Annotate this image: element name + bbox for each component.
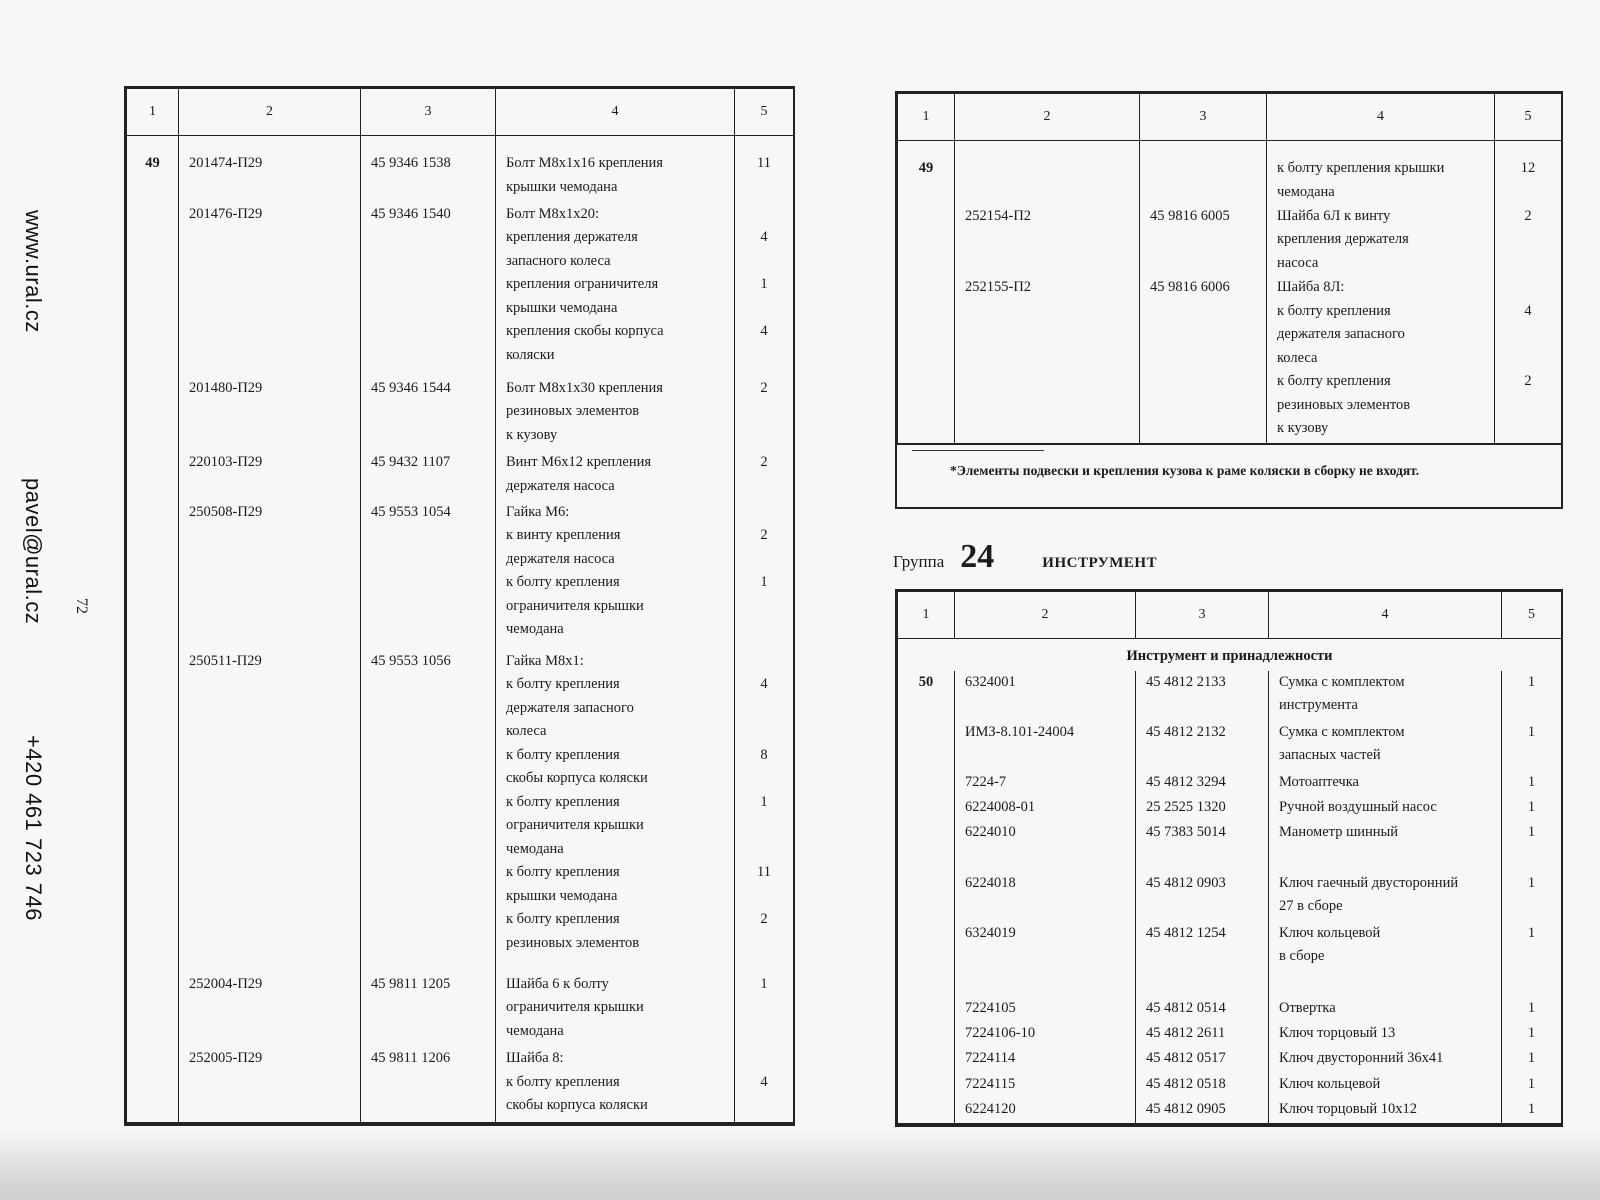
quantity-cell: 2 [1495,205,1562,276]
catalog-code-cell: 45 4812 2132 [1136,721,1269,771]
filler-cell [1267,443,1495,444]
catalog-code-cell: 45 4812 0903 [1136,872,1269,922]
table-row [898,796,1562,821]
description-cell: Мотоаптечка [1269,771,1502,796]
group-cell [898,821,955,871]
description-cell: Болт М8х1х20: крепления держателя запасного колеса крепления ограничителя крышки чемодана крепления скобы корпуса коляски [496,203,735,377]
part-number-cell: 252004-П29 [179,973,361,1048]
table-row [127,1047,794,1122]
group-number: 24 [960,538,995,575]
filler-cell [1140,443,1267,444]
description-cell: Ключ двусторонний 36х41 [1269,1047,1502,1072]
table-row [127,501,794,650]
filler-cell [1502,1123,1562,1124]
part-number-cell: 7224114 [955,1047,1136,1072]
group-cell [127,501,179,650]
catalog-code-cell: 45 9816 6006 [1140,276,1267,443]
column-header: 5 [1502,592,1562,639]
part-number-cell [955,141,1140,205]
group-cell [127,203,179,377]
catalog-code-cell: 45 9346 1538 [361,136,496,203]
part-number-cell: ИМЗ-8.101-24004 [955,721,1136,771]
catalog-code-cell: 45 9816 6005 [1140,205,1267,276]
description-cell: Ручной воздушный насос [1269,796,1502,821]
description-cell: к болту крепления крышки чемодана [1267,141,1495,205]
description-cell: Шайба 6 к болту ограничителя крышки чемодана [496,973,735,1048]
quantity-cell: 1 [1502,872,1562,922]
section-subheading: Инструмент и принадлежности [898,639,1562,671]
part-number-cell: 252155-П2 [955,276,1140,443]
catalog-code-cell: 45 4812 0518 [1136,1073,1269,1098]
description-cell: Сумка с комплектом запасных частей [1269,721,1502,771]
description-cell: Ключ торцовый 13 [1269,1022,1502,1047]
column-header: 2 [955,592,1136,639]
table-body [898,141,1562,445]
group-cell: 49 [898,141,955,205]
part-number-cell: 6224010 [955,821,1136,871]
quantity-cell: 1 [1502,721,1562,771]
group-cell [898,205,955,276]
header-row [898,94,1562,141]
description-cell: Ключ торцовый 10х12 [1269,1098,1502,1123]
catalog-code-cell: 45 9432 1107 [361,451,496,501]
quantity-cell: 1 [1502,1098,1562,1123]
group-cell [898,1073,955,1098]
description-cell: Болт М8х1х30 крепления резиновых элементов к кузову [496,377,735,452]
column-header: 5 [735,89,794,136]
catalog-code-cell: 45 4812 2133 [1136,671,1269,721]
table-row [898,1022,1562,1047]
group-cell [898,872,955,922]
catalog-code-cell: 45 9811 1205 [361,973,496,1048]
filler-row [898,1123,1562,1124]
column-header: 1 [898,94,955,141]
parts-table-right-top [897,93,1562,445]
filler-cell [898,443,955,444]
catalog-code-cell: 45 4812 0517 [1136,1047,1269,1072]
table-row [127,377,794,452]
catalog-code-cell: 45 4812 0905 [1136,1098,1269,1123]
quantity-cell: 4 1 4 [735,203,794,377]
catalog-code-cell [1140,141,1267,205]
part-number-cell: 7224115 [955,1073,1136,1098]
filler-cell [361,1122,496,1123]
table-row [898,1098,1562,1123]
table-row [898,276,1562,443]
catalog-code-cell: 45 4812 2611 [1136,1022,1269,1047]
group-cell [127,973,179,1048]
group-cell [898,1047,955,1072]
website-contact: www.ural.cz [21,210,46,333]
quantity-cell: 4 8 1 11 2 [735,650,794,973]
description-cell: Ключ кольцевой в сборе [1269,922,1502,997]
column-header: 2 [179,89,361,136]
part-number-cell: 252005-П29 [179,1047,361,1122]
catalog-code-cell: 45 7383 5014 [1136,821,1269,871]
table-row [898,671,1562,721]
filler-cell [955,443,1140,444]
table-row [127,203,794,377]
table-row [127,973,794,1048]
part-number-cell: 201476-П29 [179,203,361,377]
catalog-code-cell: 45 4812 3294 [1136,771,1269,796]
column-header: 3 [1140,94,1267,141]
table-row [898,1073,1562,1098]
filler-cell [1136,1123,1269,1124]
filler-cell [955,1123,1136,1124]
description-cell: Шайба 8: к болту крепления скобы корпуса коляски [496,1047,735,1122]
quantity-cell: 1 [1502,771,1562,796]
parts-table-right-bottom [897,591,1562,1125]
group-cell [127,377,179,452]
part-number-cell: 201474-П29 [179,136,361,203]
column-header: 1 [898,592,955,639]
page-number: 72 [73,598,90,614]
description-cell: Сумка с комплектом инструмента [1269,671,1502,721]
header-row [127,89,794,136]
table-row [898,997,1562,1022]
part-number-cell: 6324001 [955,671,1136,721]
group-cell: 50 [898,671,955,721]
table-row [127,650,794,973]
quantity-cell: 1 [1502,671,1562,721]
column-header: 3 [1136,592,1269,639]
filler-cell [127,1122,179,1123]
subheading-row [898,639,1562,671]
quantity-cell: 1 [1502,1022,1562,1047]
part-number-cell: 250511-П29 [179,650,361,973]
filler-cell [496,1122,735,1123]
table-row [898,721,1562,771]
catalog-code-cell: 45 9346 1540 [361,203,496,377]
table-row [898,872,1562,922]
description-cell: Ключ кольцевой [1269,1073,1502,1098]
column-header: 4 [496,89,735,136]
header-row [898,592,1562,639]
group-cell [898,1098,955,1123]
phone-contact: +420 461 723 746 [21,735,46,922]
part-number-cell: 6224008-01 [955,796,1136,821]
table-row [898,771,1562,796]
group-title: ИНСТРУМЕНТ [1042,555,1158,571]
group-cell [898,276,955,443]
column-header: 3 [361,89,496,136]
group-cell: 49 [127,136,179,203]
description-cell: Шайба 6Л к винту крепления держателя насоса [1267,205,1495,276]
description-cell: Винт М6х12 крепления держателя насоса [496,451,735,501]
quantity-cell: 4 [735,1047,794,1122]
footnote: *Элементы подвески и крепления кузова к раме коляски в сборку не входят. [950,463,1420,478]
parts-table-left [126,88,794,1124]
group-heading [893,538,1157,576]
group-label: Группа [893,552,945,571]
table-row [127,136,794,203]
column-header: 2 [955,94,1140,141]
group-cell [898,997,955,1022]
catalog-code-cell: 45 9811 1206 [361,1047,496,1122]
group-cell [898,771,955,796]
catalog-code-cell: 45 4812 0514 [1136,997,1269,1022]
catalog-code-cell: 25 2525 1320 [1136,796,1269,821]
description-cell: Гайка М8х1: к болту крепления держателя запасного колеса к болту крепления скобы корпуса коляски к болту крепления ограничителя крышки чемодана к болту крепления крышки чемодана к болту крепления резиновых элементов [496,650,735,973]
filler-cell [1495,443,1562,444]
part-number-cell: 7224-7 [955,771,1136,796]
quantity-cell: 1 [1502,1047,1562,1072]
quantity-cell: 4 2 [1495,276,1562,443]
quantity-cell: 1 [1502,997,1562,1022]
description-cell: Болт М8х1х16 крепления крышки чемодана [496,136,735,203]
column-header: 1 [127,89,179,136]
table-row [898,922,1562,997]
group-cell [127,451,179,501]
table-row [898,821,1562,871]
filler-row [127,1122,794,1123]
table-row [898,205,1562,276]
part-number-cell: 6324019 [955,922,1136,997]
quantity-cell: 11 [735,136,794,203]
quantity-cell: 12 [1495,141,1562,205]
table-row [127,451,794,501]
table-body [898,639,1562,1125]
quantity-cell: 1 [1502,796,1562,821]
table-body [127,136,794,1124]
quantity-cell: 2 [735,451,794,501]
filler-cell [735,1122,794,1123]
footnote-rule [912,450,1044,451]
quantity-cell: 1 [1502,922,1562,997]
part-number-cell: 220103-П29 [179,451,361,501]
table-row [898,141,1562,205]
email-contact: pavel@ural.cz [21,478,46,625]
description-cell: Гайка М6: к винту крепления держателя насоса к болту крепления ограничителя крышки чемодана [496,501,735,650]
group-cell [127,650,179,973]
part-number-cell: 252154-П2 [955,205,1140,276]
group-cell [898,796,955,821]
filler-row [898,443,1562,444]
catalog-code-cell: 45 9553 1056 [361,650,496,973]
quantity-cell: 1 [1502,1073,1562,1098]
filler-cell [1269,1123,1502,1124]
filler-cell [179,1122,361,1123]
part-number-cell: 6224018 [955,872,1136,922]
part-number-cell: 250508-П29 [179,501,361,650]
quantity-cell: 2 [735,377,794,452]
quantity-cell: 2 1 [735,501,794,650]
column-header: 4 [1267,94,1495,141]
page-bottom-shadow [0,1130,1600,1200]
part-number-cell: 7224106-10 [955,1022,1136,1047]
quantity-cell: 1 [1502,821,1562,871]
filler-cell [898,1123,955,1124]
table-row [898,1047,1562,1072]
group-cell [898,922,955,997]
part-number-cell: 6224120 [955,1098,1136,1123]
column-header: 5 [1495,94,1562,141]
quantity-cell: 1 [735,973,794,1048]
group-cell [127,1047,179,1122]
description-cell: Шайба 8Л: к болту крепления держателя запасного колеса к болту крепления резиновых элементов к кузову [1267,276,1495,443]
catalog-code-cell: 45 9346 1544 [361,377,496,452]
group-cell [898,1022,955,1047]
catalog-code-cell: 45 4812 1254 [1136,922,1269,997]
description-cell: Отвертка [1269,997,1502,1022]
column-header: 4 [1269,592,1502,639]
catalog-code-cell: 45 9553 1054 [361,501,496,650]
part-number-cell: 7224105 [955,997,1136,1022]
description-cell: Ключ гаечный двусторонний 27 в сборе [1269,872,1502,922]
description-cell: Манометр шинный [1269,821,1502,871]
part-number-cell: 201480-П29 [179,377,361,452]
group-cell [898,721,955,771]
